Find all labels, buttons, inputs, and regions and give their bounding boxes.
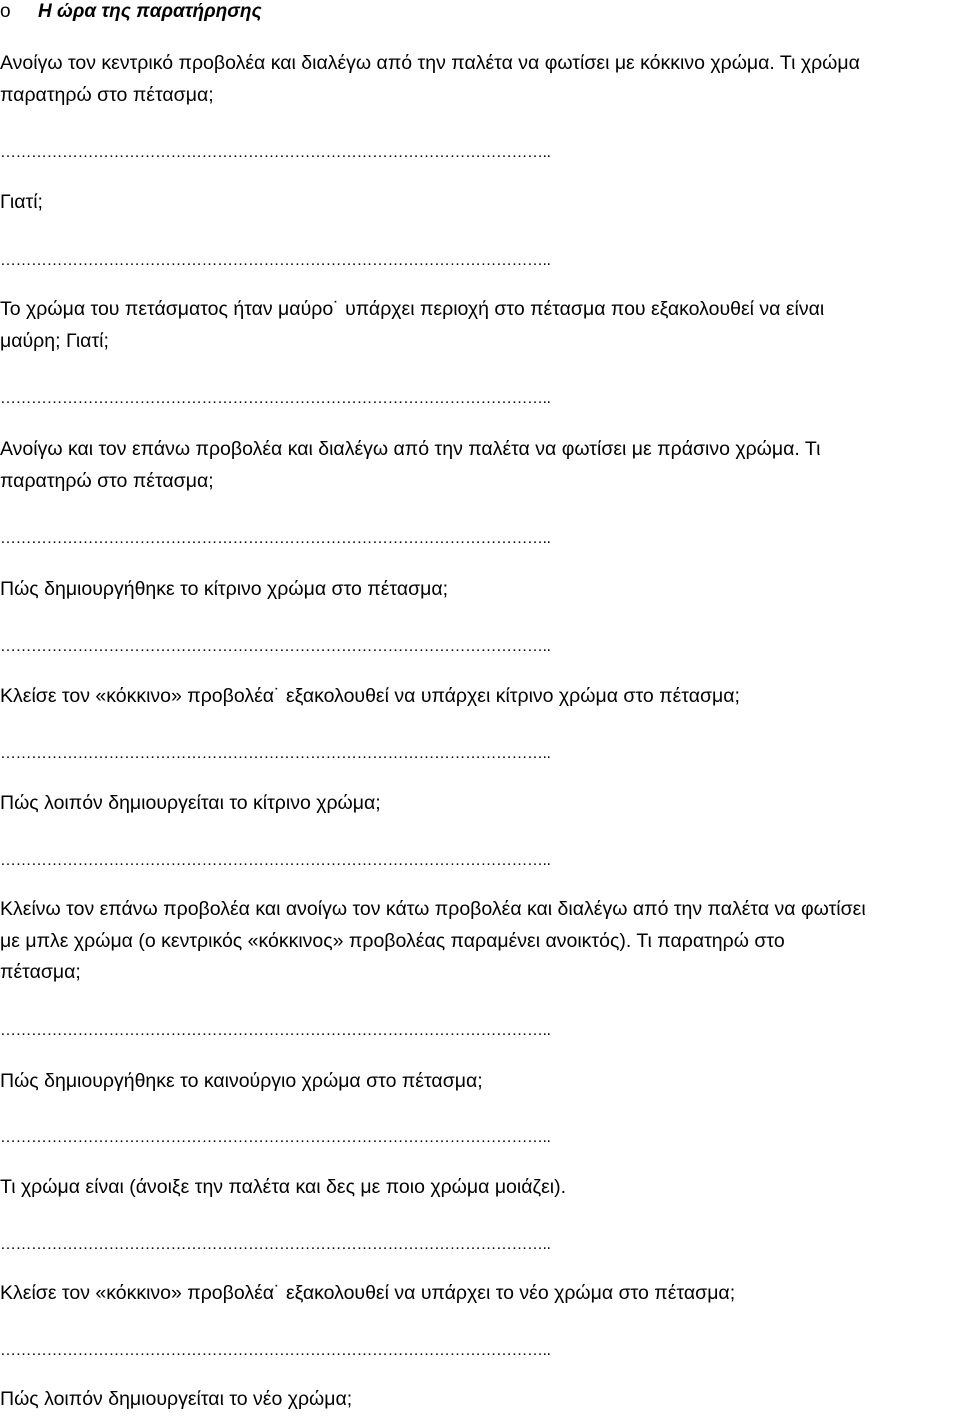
answer-line: …………………………………………………………………………………………….. <box>0 144 551 161</box>
question-text: Πώς δημιουργήθηκε το κίτρινο χρώμα στο πέτασμα; <box>0 578 449 600</box>
answer-line: …………………………………………………………………………………………….. <box>0 1342 551 1359</box>
heading-bullet: o <box>0 1 11 22</box>
question-text: Γιατί; <box>0 191 43 213</box>
question-text: Πώς δημιουργήθηκε το καινούργιο χρώμα στο πέτασμα; <box>0 1070 483 1092</box>
answer-line: …………………………………………………………………………………………….. <box>0 1022 551 1039</box>
question-text: Τι χρώμα είναι (άνοιξε την παλέτα και δες με ποιο χρώμα μοιάζει). <box>0 1176 567 1198</box>
question-text: Ανοίγω τον κεντρικό προβολέα και διαλέγω από την παλέτα να φωτίσει με κόκκινο χρώμα. Τι χρώμα παρατηρώ στο πέτασμα; <box>0 52 860 106</box>
question-text: Κλείσε τον «κόκκινο» προβολέα˙ εξακολουθεί να υπάρχει κίτρινο χρώμα στο πέτασμα; <box>0 685 740 707</box>
answer-line: …………………………………………………………………………………………….. <box>0 1236 551 1253</box>
answer-line: …………………………………………………………………………………………….. <box>0 530 551 547</box>
answer-line: …………………………………………………………………………………………….. <box>0 390 551 407</box>
question-text: Πώς λοιπόν δημιουργείται το νέο χρώμα; <box>0 1388 353 1410</box>
question-text: Ανοίγω και τον επάνω προβολέα και διαλέγω από την παλέτα να φωτίσει με πράσινο χρώμα. Τι παρατηρώ στο πέτασμα; <box>0 438 821 492</box>
answer-line: …………………………………………………………………………………………….. <box>0 745 551 762</box>
answer-line: …………………………………………………………………………………………….. <box>0 852 551 869</box>
answer-line: …………………………………………………………………………………………….. <box>0 638 551 655</box>
question-text: Κλείνω τον επάνω προβολέα και ανοίγω τον κάτω προβολέα και διαλέγω από την παλέτα να φωτίσει με μπλε χρώμα (ο κεντρικός «κόκκινος» προβολέας παραμένει ανοικτός). Τι παρατηρώ στο πέτασμα; <box>0 898 866 983</box>
answer-line: …………………………………………………………………………………………….. <box>0 1129 551 1146</box>
heading-title: Η ώρα της παρατήρησης <box>38 1 262 22</box>
answer-line: …………………………………………………………………………………………….. <box>0 252 551 269</box>
question-text: Το χρώμα του πετάσματος ήταν μαύρο˙ υπάρχει περιοχή στο πέτασμα που εξακολουθεί να είναι μαύρη; Γιατί; <box>0 298 825 352</box>
section-heading <box>0 0 262 24</box>
question-text: Πώς λοιπόν δημιουργείται το κίτρινο χρώμα; <box>0 792 381 814</box>
question-text: Κλείσε τον «κόκκινο» προβολέα˙ εξακολουθεί να υπάρχει το νέο χρώμα στο πέτασμα; <box>0 1282 736 1304</box>
